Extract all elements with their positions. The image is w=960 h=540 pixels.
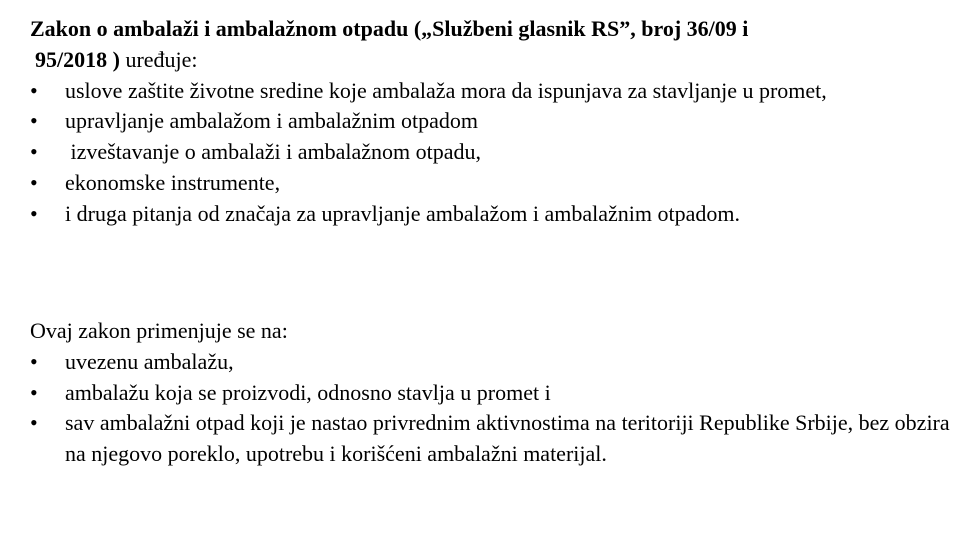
list-item-text: izveštavanje o ambalaži i ambalažnom otpadu, (65, 139, 482, 165)
bullet-icon: • (30, 200, 38, 226)
bullet-icon: • (30, 410, 38, 436)
application-intro: Ovaj zakon primenjuje se na: (30, 318, 288, 343)
list-item-text: sav ambalažni otpad koji je nastao privrednim aktivnostima na teritoriji Republike Srbije, bez obzira na njegovo poreklo, upotrebu i korišćeni ambalažni materijal. (65, 410, 950, 467)
list-item (30, 378, 955, 409)
list-item-text: uvezenu ambalažu, (65, 348, 234, 374)
law-intro-paragraph (30, 14, 955, 76)
law-regulates-list (30, 76, 955, 230)
application-list (30, 347, 955, 470)
list-item-text: upravljanje ambalažom i ambalažnim otpadom (65, 108, 478, 134)
list-item (30, 168, 955, 199)
list-item (30, 199, 955, 230)
law-intro-verb: uređuje: (119, 46, 198, 72)
list-item (30, 76, 955, 107)
bullet-icon: • (30, 379, 38, 405)
bullet-icon: • (30, 169, 38, 195)
section-law-application (30, 316, 955, 470)
list-item-text: i druga pitanja od značaja za upravljanje ambalažom i ambalažnim otpadom. (65, 200, 740, 226)
bullet-icon: • (30, 77, 38, 103)
bullet-icon: • (30, 108, 38, 134)
law-title-line-2 (30, 45, 955, 76)
list-item (30, 137, 955, 168)
section-law-scope (30, 14, 955, 230)
bullet-icon: • (30, 348, 38, 374)
list-item (30, 347, 955, 378)
list-item (30, 408, 955, 470)
law-title-line-1: Zakon o ambalaži i ambalažnom otpadu („Službeni glasnik RS”, broj 36/09 i (30, 16, 749, 41)
list-item (30, 106, 955, 137)
bullet-icon: • (30, 139, 38, 165)
list-item-text: uslove zaštite životne sredine koje ambalaža mora da ispunjava za stavljanje u promet, (65, 77, 827, 103)
list-item-text: ambalažu koja se proizvodi, odnosno stavlja u promet i (65, 379, 551, 405)
law-title-number: 95/2018 ) (35, 46, 120, 72)
list-item-text: ekonomske instrumente, (65, 169, 281, 195)
